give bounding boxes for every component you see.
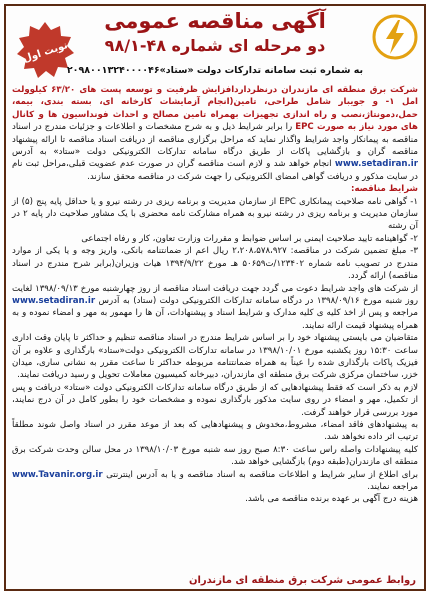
tender-number: دو مرحله ای شماره ۴۸-۹۸/۱ [104, 36, 326, 55]
info-tail: مراجعه نمایند. [367, 482, 418, 492]
document-collection-text: از شرکت های واجد شرایط دعوت می گردد جهت دریافت اسناد مناقصه از روز چهارشنبه مورخ ۱۳۹۸/۰۹/۱۳ لغایت روز شنبه مورخ ۱۳۹۸/۰۹/۱۶ در درگاه سامانه تدارکات الکترونیکی دولت (ستاد) به آدرس [12, 283, 419, 306]
setad-reference: به شماره ثبت سامانه تدارکات دولت «ستاد»۲۰۹۸۰۰۱۳۲۴۰۰۰۰۴۶ [66, 65, 364, 76]
condition-item: ۳- مبلغ تضمین شرکت در مناقصه: ۲،۲۰۸،۵۷۸،۹۲۷ ریال اعم از ضمانتنامه بانکی، واریز وجه و یا یکی از موارد مندرج در تصویب نامه شماره ۱۲۳۴۰۲/ت۵۰۶۵۹ هـ مورخ ۱۳۹۴/۹/۲۲ هیات وزیران(برابر شرح مندرج در اسناد مناقصه) ارائه گردد. [12, 246, 418, 282]
document-collection-paragraph [12, 283, 418, 333]
document-collection-tail: مراجعه و پس از اخذ کلیه ی کلیه مدارک و شرایط اسناد و پیشنهادات، آن ها را مهمور به مهر و امضاء نموده و به همراه پیشنهاد قیمت ارائه نمایند. [12, 308, 418, 331]
notice-footer [6, 569, 424, 589]
public-relations-signature: روابط عمومی شرکت برق منطقه ای مازندران [188, 575, 416, 586]
tavanir-link[interactable]: www.Tavanir.org.ir [12, 469, 103, 480]
setad-link[interactable]: www.setadiran.ir [334, 159, 418, 170]
condition-item: ۱- گواهی نامه صلاحیت پیمانکاری EPC از سازمان مدیریت و برنامه ریزی در رشته نیرو و یا حداقل پایه پنج (۵) از سازمان مدیریت و برنامه ریزی در رشته نیرو به همراه مشارکت نامه محضری با یک مشاور صلاحیت دار پایه ۲ در آن رشته [12, 196, 418, 232]
project-description: شرکت برق منطقه ای مازندران درنظرداردافزایش ظرفیت و توسعه پست های ۶۳/۲۰ کیلوولت امل ۱- و جویبار شامل طراحی، تامین(انجام آزمایشات کارخانه ای، بسته بندی، بیمه، حمل،دمونتاژ،نصب و راه اندازی تجهیزات بهمراه تامین مصالح و احداث فونداسیون ها و کانال های مورد نیاز به صورت EPC [12, 85, 419, 133]
intro-text: را برابر شرایط ذیل و به شرح مشخصات و اطلاعات و جزئیات مندرج در اسناد مناقصه به پیمانکار واجد شرایط واگذار نماید که مراحل برگزاری مناقصه از دریافت اسناد مناقصه تا ارائه پیشنهاد مناقصه گران و بازگشایی پاکات از طریق درگاه سامانه تدارکات الکترونیکی دولت «ستاد» به آدرس [12, 122, 418, 158]
tender-notice [4, 4, 426, 591]
info-paragraph [12, 469, 418, 494]
setad-link-2[interactable]: www.setadiran.ir [12, 295, 96, 306]
rejection-paragraph: به پیشنهادهای فاقد امضاء، مشروط،مخدوش و پیشنهادهایی که بعد از موعد مقرر در اسناد واصل شوند مطلقاً ترتیب اثر داده نخواهد شد. [12, 419, 418, 443]
cost-paragraph: هزینه درج آگهی بر عهده برنده مناقصه می باشد. [245, 494, 418, 505]
info-text: برای اطلاع از سایر شرایط و اطلاعات مناقصه به اسناد مناقصه و یا به آدرس اینترنتی [106, 469, 418, 480]
note-paragraph: لازم به ذکر است که فقط پیشنهادهایی که از طریق درگاه سامانه تدارکات الکترونیکی دولت «ستاد» دریافت و پس از تکمیل، مهر و امضاء در روی سایت مذکور بارگذاری نموده و مشخصات خود را بطور کامل در آن درج نمایند، مورد بررسی قرار خواهند گرفت. [12, 382, 418, 418]
procedure-section [6, 283, 424, 506]
badge-label: نوبت اول [21, 40, 70, 65]
submission-paragraph: متقاضیان می بایستی پیشنهاد خود را بر اساس شرایط مندرج در اسناد مناقصه تنظیم و حداکثر تا پایان وقت اداری ساعت ۱۵:۳۰ روز یکشنبه مورخ ۱۳۹۸/۱۰/۰۱ در سامانه تدارکات الکترونیکی دولت«ستاد» بارگذاری و علاوه بر آن فیزیک پاکات بارگذاری شده را عیناً به همراه ضمانتنامه مربوطه حداکثر تا ساعت مقرر به نشانی ساری، میدان خزر، ساختمان مرکزی شرکت برق منطقه ای مازندران، دبیرخانه کمیسیون معاملات تحویل و رسید دریافت نمایند. [12, 333, 418, 381]
notice-title: آگهی مناقصه عمومی [104, 9, 326, 33]
notice-header [6, 6, 424, 84]
conditions-section [6, 183, 424, 282]
tavanir-logo-icon [372, 14, 418, 60]
condition-item: ۲- گواهینامه تایید صلاحیت ایمنی بر اساس ضوابط و مقررات وزارت تعاون، کار و رفاه اجتماعی [81, 233, 418, 244]
intro-paragraph [6, 84, 424, 183]
conditions-heading: شرایط مناقصه: [351, 184, 418, 195]
intro-tail: انجام خواهد شد و لازم است مناقصه گران در صورت عدم عضویت قبلی،مراحل ثبت نام در سایت مذکور و دریافت گواهی امضای الکترونیکی را جهت شرکت در مناقصه محقق سازند. [12, 159, 418, 182]
opening-paragraph: کلیه پیشنهادات واصله راس ساعت ۸:۳۰ صبح روز سه شنبه مورخ ۱۳۹۸/۱۰/۰۳ در محل سالن وحدت شرکت برق منطقه ای مازندران(طبقه دوم) بازگشایی خواهد شد. [12, 444, 419, 468]
